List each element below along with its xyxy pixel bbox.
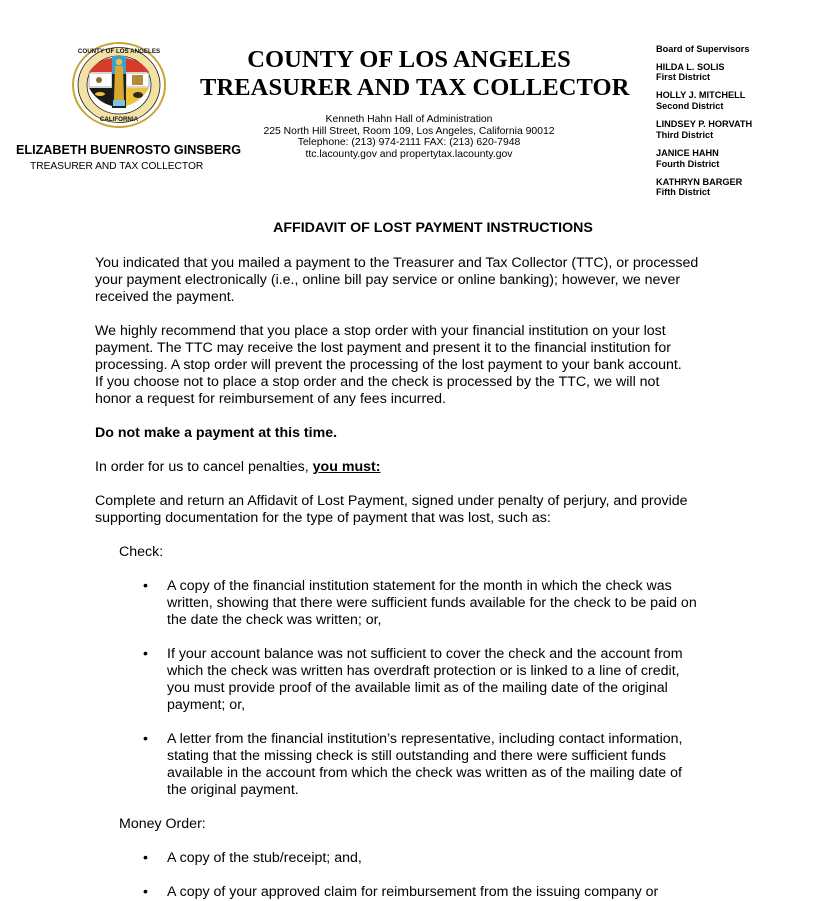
text-line: We highly recommend that you place a stop order with your financial institution on your lost [95, 323, 666, 339]
board-of-supervisors [656, 44, 752, 206]
member-district: Second District [656, 100, 724, 111]
text-line: Complete and return an Affidavit of Lost Payment, signed under penalty of perjury, and provide [95, 493, 688, 509]
bullet-icon: • [143, 850, 148, 866]
text-line: supporting documentation for the type of payment that was lost, such as: [95, 510, 551, 526]
bullet-icon: • [143, 731, 148, 747]
text-line: You indicated that you mailed a payment to the Treasurer and Tax Collector (TTC), or processed [95, 255, 699, 271]
treasurer-name: ELIZABETH BUENROSTO GINSBERG [16, 143, 242, 157]
list-item [143, 646, 735, 714]
bullet-icon: • [143, 646, 148, 662]
text-line: payment; or, [167, 697, 246, 713]
member-name: LINDSEY P. HORVATH [656, 119, 753, 130]
board-member [656, 177, 752, 198]
member-district: Fifth District [656, 187, 711, 198]
text-line: available in the account from which the check was written as of the mailing date of [167, 765, 682, 781]
seal-top-text: COUNTY OF LOS ANGELES [77, 48, 161, 55]
member-district: Third District [656, 129, 714, 140]
document-title: AFFIDAVIT OF LOST PAYMENT INSTRUCTIONS [273, 220, 593, 236]
money-order-label: Money Order: [119, 816, 206, 832]
warning-text: Do not make a payment at this time. [95, 425, 338, 441]
text-line: A letter from the financial institution’s representative, including contact information, [167, 731, 683, 747]
phone-fax: Telephone: (213) 974-2111 FAX: (213) 620-7948 [297, 137, 521, 149]
text-line: the date the check was written; or, [167, 612, 382, 628]
list-item [143, 578, 735, 629]
address-block [200, 114, 618, 160]
text-line: which the check was written has overdraft protection or is linked to a line of credit, [167, 663, 680, 679]
letterhead-title-block [200, 46, 630, 160]
member-district: Fourth District [656, 158, 720, 169]
text-line: processing. A stop order will prevent the processing of the lost payment to your bank account. [95, 357, 682, 373]
text-line: written, showing that there were sufficient funds available for the check to be paid on [167, 595, 697, 611]
street-address: 225 North Hill Street, Room 109, Los Angeles, California 90012 [263, 125, 555, 137]
check-label: Check: [119, 544, 164, 560]
county-seal-logo [72, 42, 166, 128]
text-line: A copy of your approved claim for reimbursement from the issuing company or [167, 884, 659, 900]
text-line: If you choose not to place a stop order and the check is processed by the TTC, we will not [95, 374, 660, 390]
board-member [656, 119, 752, 140]
list-item [143, 850, 735, 867]
text-line: honor a request for reimbursement of any fees incurred. [95, 391, 446, 407]
board-member [656, 90, 752, 111]
board-member [656, 148, 752, 169]
check-requirements-list [143, 578, 735, 799]
board-heading: Board of Supervisors [656, 44, 750, 54]
text-line: stating that the missing check is still outstanding and there were sufficient funds [167, 748, 666, 764]
member-name: KATHRYN BARGER [656, 176, 743, 187]
text-line: your payment electronically (i.e., online bill pay service or online banking); however, we never [95, 272, 681, 288]
seal-bottom-text: CALIFORNIA [99, 116, 139, 123]
money-order-requirements-list [143, 850, 735, 901]
department-title: TREASURER AND TAX COLLECTOR [200, 74, 630, 101]
text-line: If your account balance was not sufficient to cover the check and the account from [167, 646, 683, 662]
treasurer-title: TREASURER AND TAX COLLECTOR [30, 161, 204, 172]
county-title: COUNTY OF LOS ANGELES [247, 46, 571, 73]
text-line: received the payment. [95, 289, 235, 305]
intro-paragraph [95, 255, 735, 306]
bullet-icon: • [143, 884, 148, 900]
text-line: you must provide proof of the available limit as of the mailing date of the original [167, 680, 668, 696]
treasurer-signature-block [16, 143, 241, 172]
you-must-emphasis: you must: [312, 459, 381, 475]
text-line: A copy of the financial institution statement for the month in which the check was [167, 578, 672, 594]
text-line: payment. The TTC may receive the lost payment and present it to the financial institution for [95, 340, 671, 356]
building-name: Kenneth Hahn Hall of Administration [325, 114, 493, 125]
member-name: JANICE HAHN [656, 147, 719, 158]
board-member [656, 62, 752, 83]
text-line: the original payment. [167, 782, 299, 798]
list-item [143, 884, 735, 901]
cancel-penalties-paragraph [95, 459, 735, 476]
member-district: First District [656, 72, 711, 83]
text-line: A copy of the stub/receipt; and, [167, 850, 362, 866]
complete-affidavit-paragraph [95, 493, 735, 527]
cancel-prefix: In order for us to cancel penalties, [95, 459, 313, 475]
websites: ttc.lacounty.gov and propertytax.lacounty.gov [305, 148, 513, 160]
stop-order-paragraph [95, 323, 735, 408]
member-name: HOLLY J. MITCHELL [656, 90, 746, 101]
bullet-icon: • [143, 578, 148, 594]
list-item [143, 731, 735, 799]
member-name: HILDA L. SOLIS [656, 61, 725, 72]
document-body [95, 255, 735, 901]
